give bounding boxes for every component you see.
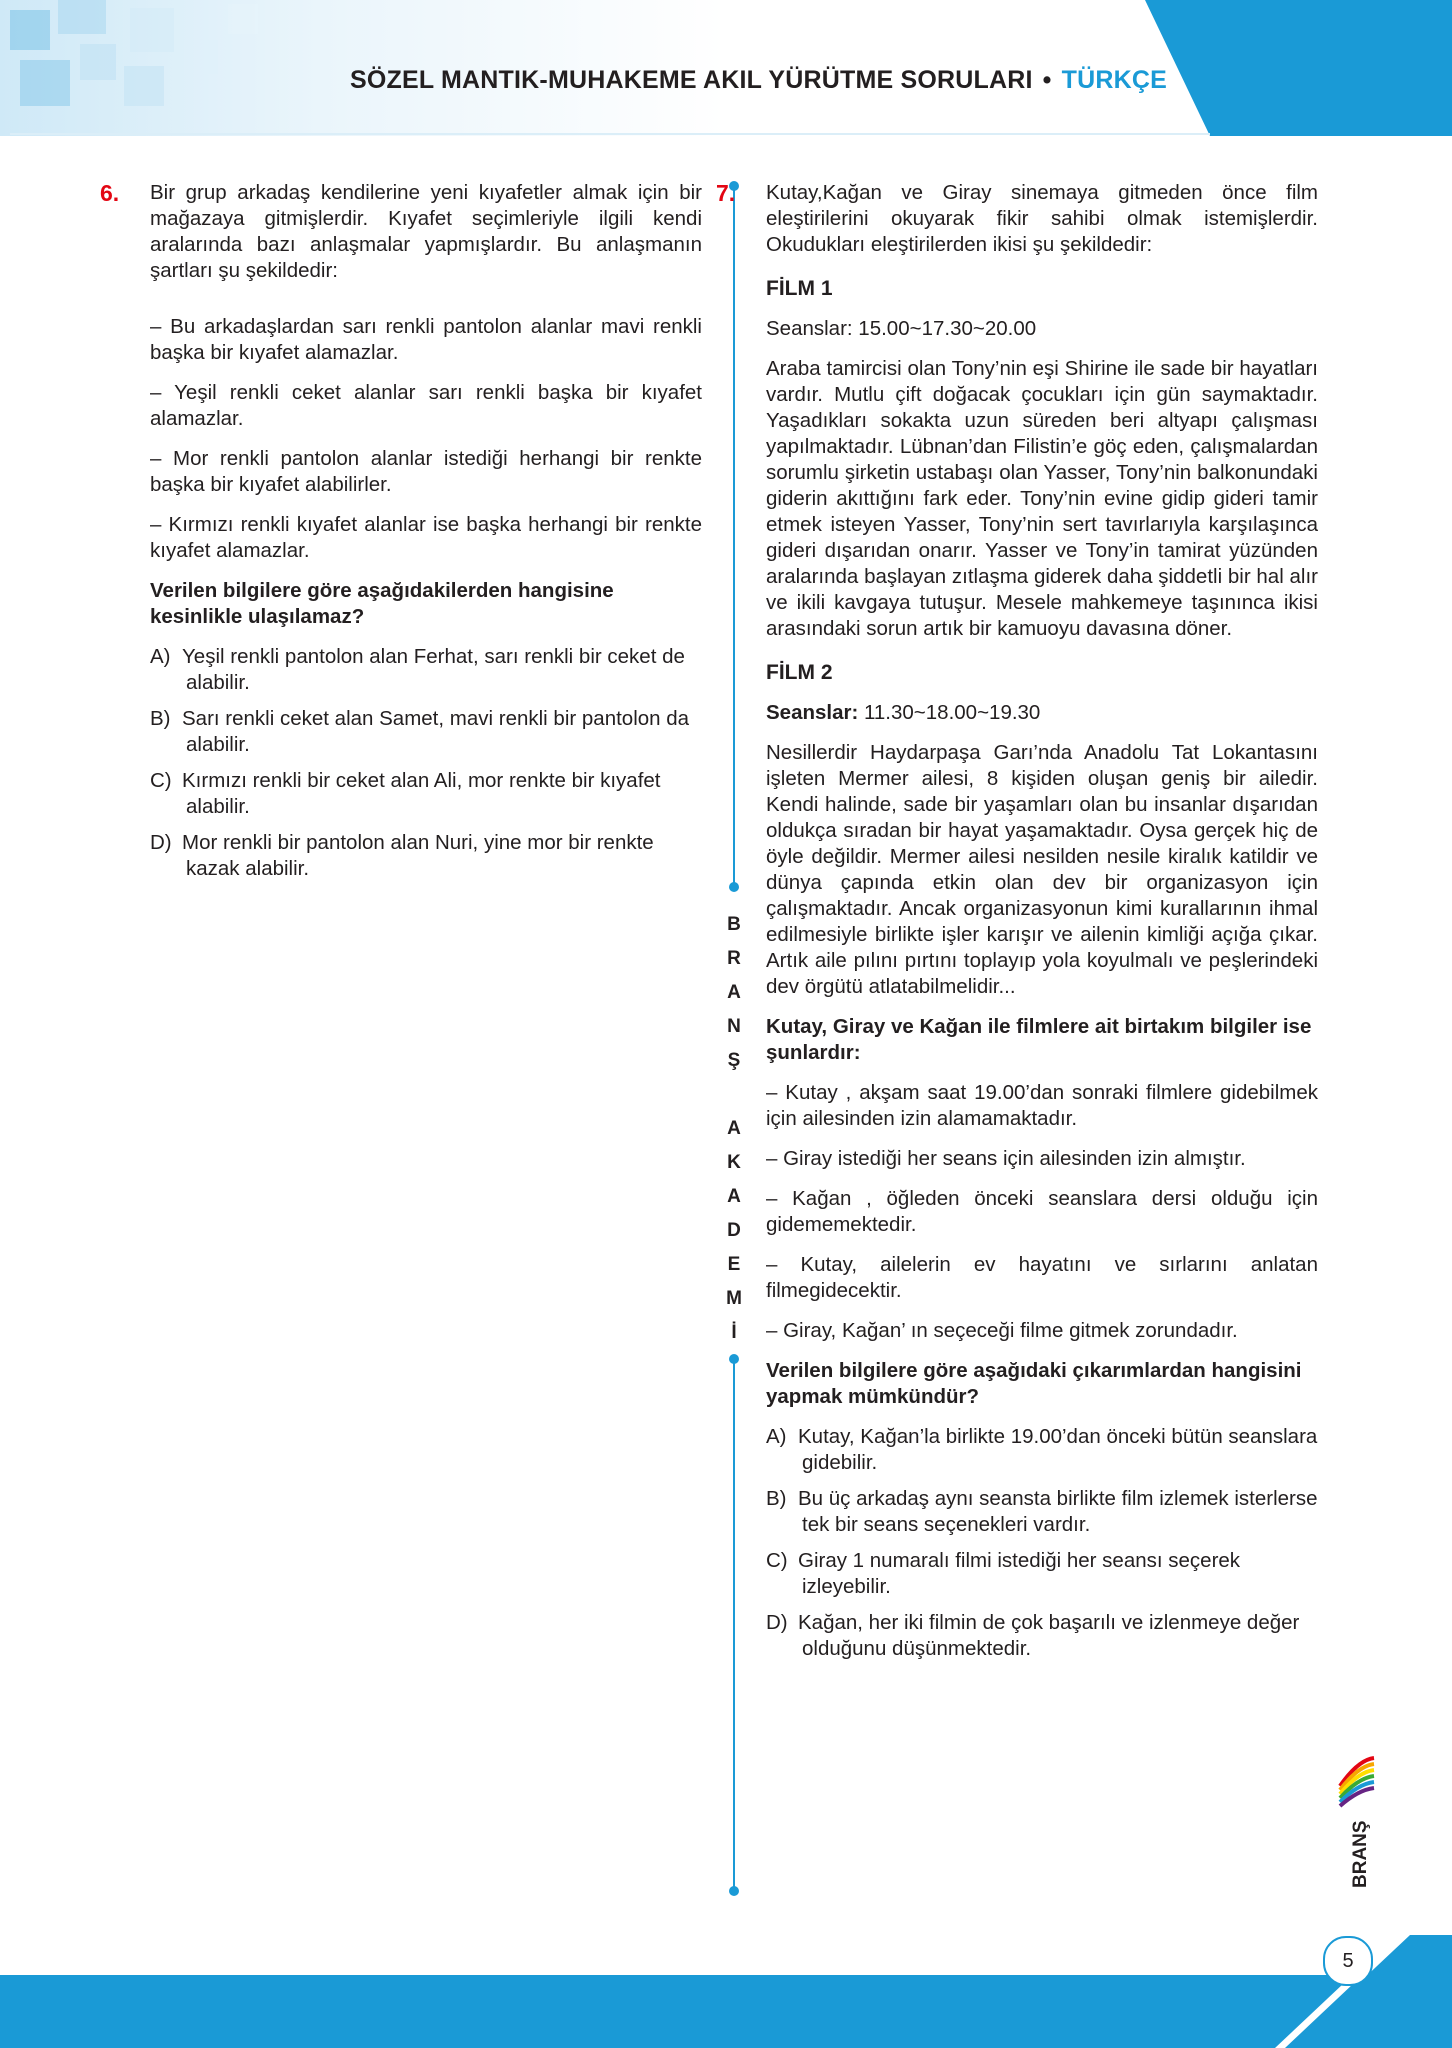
option-letter: C) <box>150 769 172 792</box>
question-number: 7. <box>716 180 736 206</box>
question-7 <box>716 180 1318 1672</box>
answer-option-d[interactable] <box>766 1610 1318 1662</box>
brand-letter: A <box>727 1186 741 1207</box>
option-letter: D) <box>766 1611 788 1634</box>
question-prompt: Verilen bilgilere göre aşağıdakilerden hangisine kesinlikle ulaşılamaz? <box>150 579 614 628</box>
brand-letter: R <box>727 948 741 969</box>
column-divider-bottom <box>733 1359 735 1889</box>
brand-logo-text: BRANŞ <box>1350 1820 1371 1888</box>
answer-option-a[interactable] <box>150 644 702 696</box>
brand-letter: B <box>727 914 741 935</box>
brand-letter: E <box>727 1254 741 1275</box>
brand-letter: Ş <box>727 1050 741 1071</box>
series-title: SÖZEL MANTIK-MUHAKEME AKIL YÜRÜTME SORULARI <box>349 66 1033 94</box>
option-letter: D) <box>150 831 172 854</box>
rule-item: – Bu arkadaşlardan sarı renkli pantolon alanlar mavi renkli başka bir kıyafet alamazlar. <box>150 315 702 364</box>
question-6 <box>100 180 702 892</box>
option-text: Kırmızı renkli bir ceket alan Ali, mor renkte bir kıyafet alabilir. <box>182 769 661 818</box>
film-1-title: FİLM 1 <box>766 277 833 300</box>
brand-letter: K <box>727 1152 741 1173</box>
info-item: – Kutay, ailelerin ev hayatını ve sırlarını anlatan filmegidecektir. <box>766 1253 1318 1302</box>
answer-option-d[interactable] <box>150 830 702 882</box>
answer-option-a[interactable] <box>766 1424 1318 1476</box>
divider-dot <box>729 1886 739 1896</box>
answer-option-b[interactable] <box>766 1486 1318 1538</box>
rule-item: – Kırmızı renkli kıyafet alanlar ise başka herhangi bir renkte kıyafet alamazlar. <box>150 513 702 562</box>
film-1-sessions: Seanslar: 15.00~17.30~20.00 <box>766 317 1037 340</box>
brand-letter: M <box>726 1288 742 1309</box>
option-letter: C) <box>766 1549 788 1572</box>
option-letter: A) <box>766 1425 787 1448</box>
film-2-title: FİLM 2 <box>766 661 833 684</box>
brand-letter: D <box>727 1220 741 1241</box>
option-letter: A) <box>150 645 171 668</box>
brand-letter: A <box>727 1118 741 1139</box>
question-intro: Bir grup arkadaş kendilerine yeni kıyafetler almak için bir mağazaya gitmişlerdir. Kıyafet seçimleriyle ilgili kendi aralarında bazı anlaşmalar yapmışlardır. Bu anlaşmanın şartları şu şekildedir: <box>150 181 702 282</box>
rule-item: – Mor renkli pantolon alanlar istediği herhangi bir renkte başka bir kıyafet alabilirler. <box>150 447 702 496</box>
brand-logo <box>1336 1756 1376 1892</box>
header-title <box>350 66 1167 95</box>
option-text: Yeşil renkli pantolon alan Ferhat, sarı renkli bir ceket de alabilir. <box>182 645 685 694</box>
subject-label: TÜRKÇE <box>1061 66 1167 94</box>
footer-band <box>0 1935 1452 2048</box>
question-intro: Kutay,Kağan ve Giray sinemaya gitmeden önce film eleştirilerini okuyarak fikir sahibi olmak istemişlerdir. Okudukları eleştirilerden ikisi şu şekildedir: <box>766 181 1318 256</box>
brand-letter <box>722 1078 746 1112</box>
answer-option-b[interactable] <box>150 706 702 758</box>
info-item: – Giray istediği her seans için ailesinden izin almıştır. <box>766 1147 1246 1170</box>
brand-letter: A <box>727 982 741 1003</box>
answer-option-c[interactable] <box>766 1548 1318 1600</box>
option-letter: B) <box>766 1487 787 1510</box>
option-text: Kağan, her iki filmin de çok başarılı ve izlenmeye değer olduğunu düşünmektedir. <box>798 1611 1300 1660</box>
option-text: Kutay, Kağan’la birlikte 19.00’dan önceki bütün seanslara gidebilir. <box>798 1425 1318 1474</box>
question-prompt: Verilen bilgilere göre aşağıdaki çıkarımlardan hangisini yapmak mümkündür? <box>766 1359 1302 1408</box>
option-text: Giray 1 numaralı filmi istediği her seansı seçerek izleyebilir. <box>798 1549 1241 1598</box>
answer-option-c[interactable] <box>150 768 702 820</box>
film-1-review: Araba tamircisi olan Tony’nin eşi Shirine ile sade bir hayatları vardır. Mutlu çift doğacak çocukları için gün saymaktadır. Yaşadıkları sokakta uzun süreden beri altyapı çalışması yapılmaktadır. Lübnan’dan Filistin’e göç eden, çalışmalardan sorumlu şirketin ustabaşı olan Yasser, Tony’nin balkonundaki giderin akıttığını fark eder. Tony’nin evine gidip gideri tamir etmek isteyen Yasser, Tony’nin sert tavırlarıyla karşılaşınca gideri dışarıdan onarır. Yasser ve Tony’in tamirat yüzünden aralarında başlayan zıtlaşma giderek daha şiddetli bir hal alır ve ikili kavgaya tutuşur. Mesele mahkemeye taşınınca ikisi arasındaki sorun artık bir kamuoyu davasına döner. <box>766 357 1318 640</box>
sessions-label: Seanslar: <box>766 701 859 724</box>
option-text: Sarı renkli ceket alan Samet, mavi renkli bir pantolon da alabilir. <box>182 707 690 756</box>
info-heading: Kutay, Giray ve Kağan ile filmlere ait birtakım bilgiler ise şunlardır: <box>766 1015 1312 1064</box>
option-text: Mor renkli bir pantolon alan Nuri, yine mor bir renkte kazak alabilir. <box>182 831 654 880</box>
page-number: 5 <box>1323 1936 1373 1986</box>
header-separator: • <box>1042 66 1052 94</box>
column-divider-top <box>733 186 735 886</box>
sessions-value: 11.30~18.00~19.30 <box>864 701 1041 724</box>
brand-letter: N <box>727 1016 741 1037</box>
info-item: – Kağan , öğleden önceki seanslara dersi olduğu için gidememektedir. <box>766 1187 1318 1236</box>
divider-dot <box>729 882 739 892</box>
film-2-sessions <box>766 700 1318 726</box>
option-text: Bu üç arkadaş aynı seansta birlikte film izlemek isterlerse tek bir seans seçenekleri vardır. <box>798 1487 1318 1536</box>
info-item: – Kutay , akşam saat 19.00’dan sonraki filmlere gidebilmek için ailesinden izin alamamaktadır. <box>766 1081 1318 1130</box>
rule-item: – Yeşil renkli ceket alanlar sarı renkli başka bir kıyafet alamazlar. <box>150 381 702 430</box>
vertical-brand-text <box>722 908 746 1350</box>
film-2-review: Nesillerdir Haydarpaşa Garı’nda Anadolu Tat Lokantasını işleten Mermer ailesi, 8 kişiden oluşan geniş bir ailedir. Kendi halinde, sade bir yaşamları olan bu insanlar dışarıdan oldukça sıradan bir hayat yaşamaktadır. Oysa gerçek hiç de öyle değildir. Mermer ailesi nesilden nesile kiralık katildir ve dünya çapında etkin olan dev bir organizasyon için çalışmaktadır. Ancak organizasyonun kimi kurallarının ihmal edilmesiyle birlikte işler karışır ve ailenin kimliği açığa çıkar. Artık aile pılını pırtını toplayıp yola koyulmalı ve peşlerindeki dev örgütü atlatabilmelidir... <box>766 741 1318 998</box>
question-number: 6. <box>100 180 120 206</box>
info-item: – Giray, Kağan’ ın seçeceği filme gitmek zorundadır. <box>766 1319 1238 1342</box>
brand-letter: İ <box>731 1322 737 1343</box>
option-letter: B) <box>150 707 171 730</box>
